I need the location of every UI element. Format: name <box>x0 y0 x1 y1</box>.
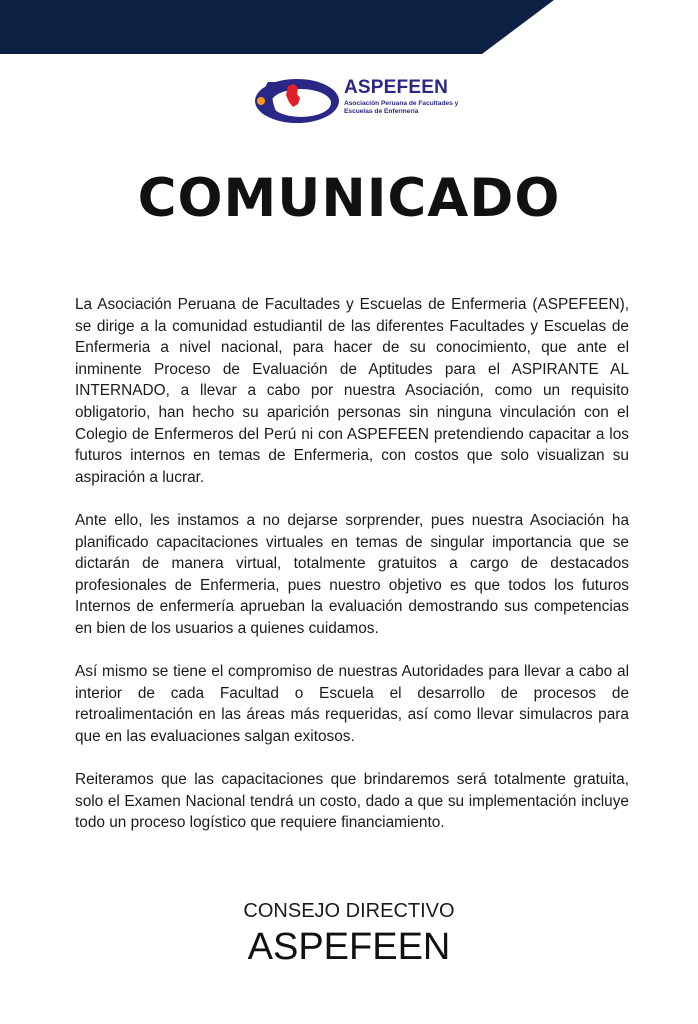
logo-emblem-icon <box>252 74 342 128</box>
signature-council: CONSEJO DIRECTIVO <box>243 900 455 922</box>
signature-organization: ASPEFEEN <box>247 926 451 968</box>
document-title: COMUNICADO <box>137 168 561 229</box>
paragraph-3: Así mismo se tiene el compromiso de nuestras Autoridades para llevar a cabo al interior de cada Facultad o Escuela el desarrollo de procesos de retroalimentación en las áreas más requeridas, así como llevar simulacros para que en las evaluaciones salgan exitosos. <box>75 663 629 745</box>
statement-body <box>75 294 629 855</box>
paragraph-4: Reiteramos que las capacitaciones que brindaremos será totalmente gratuita, solo el Examen Nacional tendrá un costo, dado a que su implementación incluye todo un proceso logístico que requiere financiamiento. <box>75 771 629 832</box>
logo-subtitle: Asociación Peruana de Facultades y Escuelas de Enfermería <box>344 100 459 115</box>
sun-icon <box>257 97 265 105</box>
navy-band-shape <box>0 0 554 54</box>
paragraph-2: Ante ello, les instamos a no dejarse sorprender, pues nuestra Asociación ha planificado capacitaciones virtuales en temas de singular importancia que se dictarán de manera virtual, totalmente gratuitos a cargo de destacados profesionales de Enfermeria, pues nuestro objetivo es que todos los futuros Internos de enfermería aprueban la evaluación demostrando sus competencias en bien de los usuarios a quienes cuidamos. <box>75 511 629 637</box>
aspefeen-logo <box>252 74 462 128</box>
paragraph-1: La Asociación Peruana de Facultades y Escuelas de Enfermeria (ASPEFEEN), se dirige a la comunidad estudiantil de las diferentes Facultades y Escuelas de Enfermeria a nivel nacional, para hacer de su conocimiento, que ante el inminente Proceso de Evaluación de Aptitudes para el ASPIRANTE AL INTERNADO, a llevar a cabo por nuestra Asociación, como un requisito obligatorio, han hecho su aparición personas sin ninguna vinculación con el Colegio de Enfermeros del Perú ni con ASPEFEEN pretendiendo capacitar a los futuros internos en temas de Enfermeria, con costos que solo visualizan su aspiración a lucrar. <box>75 296 629 486</box>
logo-title: ASPEFEEN <box>344 77 449 98</box>
top-navy-band <box>0 0 698 54</box>
